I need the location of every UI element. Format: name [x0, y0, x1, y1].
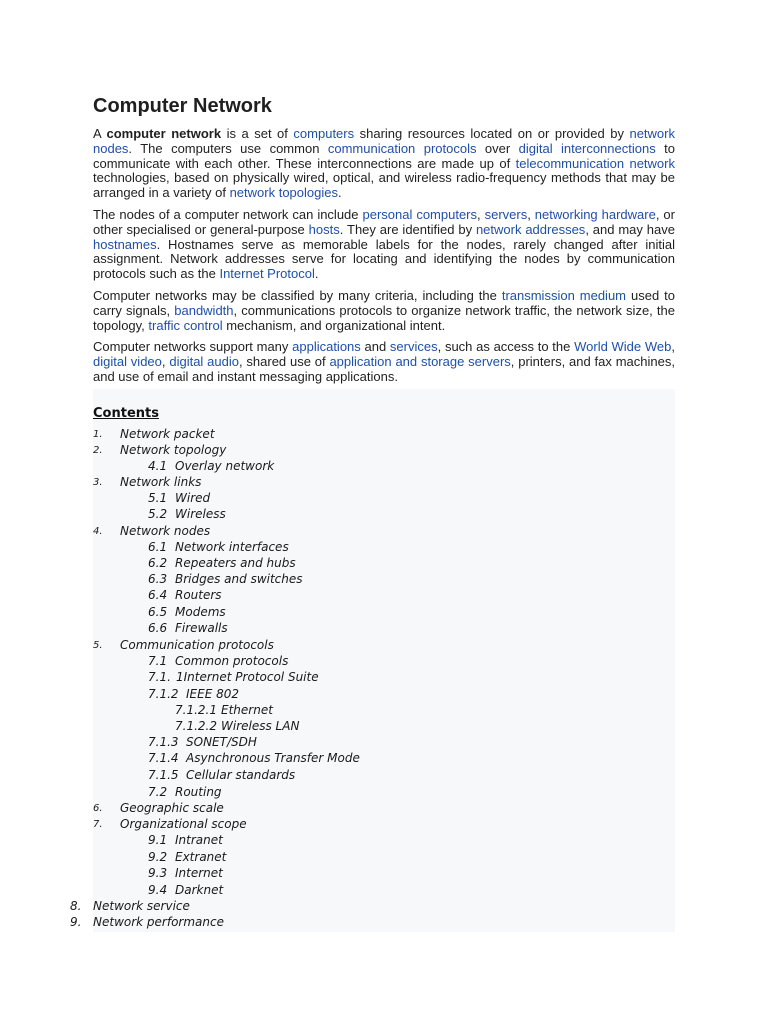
toc-item-label[interactable]: Ethernet [221, 703, 273, 717]
toc-item-label[interactable]: Network links [120, 475, 202, 489]
text: mechanism, and organizational intent. [222, 317, 446, 333]
text: , [477, 206, 485, 222]
toc-item-number: 7.1.4 [148, 751, 179, 765]
text: technologies, based on physically wired, optical, and wireless radio-frequency methods that may be arranged in a variety of [93, 170, 675, 201]
link-world-wide-web[interactable]: World Wide Web [574, 339, 672, 355]
link-telecommunication-network[interactable]: telecommunication network [515, 155, 675, 171]
text: Computer networks support many [93, 339, 293, 355]
toc-item-label[interactable]: Extranet [175, 850, 227, 864]
text: , printers, and fax machines, and use of email and instant messaging applications. [93, 354, 675, 384]
link-transmission-medium[interactable]: transmission medium [501, 287, 627, 303]
toc-item-label[interactable]: Geographic scale [120, 801, 224, 815]
link-internet-protocol[interactable]: Internet Protocol [219, 266, 315, 282]
toc-item-number: 7.2 [148, 785, 168, 799]
text: , or other specialised or general-purpose [93, 206, 675, 237]
toc-item-number: 7. [93, 819, 103, 830]
link-services[interactable]: services [389, 339, 438, 355]
link-network-addresses[interactable]: network addresses [475, 221, 586, 237]
link-communication-protocols[interactable]: communication protocols [327, 140, 477, 156]
toc-item-label[interactable]: Communication protocols [120, 638, 274, 652]
toc-item-label[interactable]: Network topology [120, 443, 227, 457]
link-application-storage-servers[interactable]: application and storage servers [329, 354, 511, 370]
toc-item-label[interactable]: Network interfaces [175, 540, 289, 554]
toc-item-number: 6. [93, 803, 103, 814]
toc-item-number: 8. [70, 899, 82, 913]
toc-item-number: 7.1.5 [148, 768, 179, 782]
toc-item-label[interactable]: Repeaters and hubs [175, 556, 296, 570]
toc-item-label[interactable]: Network nodes [120, 524, 211, 538]
link-computers[interactable]: computers [293, 126, 355, 141]
toc-item-number: 6.5 [148, 605, 168, 619]
link-personal-computers[interactable]: personal computers [362, 206, 478, 222]
toc-item-number: 7.1.2.1 [175, 703, 217, 717]
toc-item-label[interactable]: Organizational scope [120, 817, 247, 831]
bold-term: computer network [106, 126, 222, 141]
link-digital-audio[interactable]: digital audio [169, 354, 239, 370]
toc-item-number: 2. [93, 445, 103, 456]
toc-item-number: 3. [93, 477, 103, 488]
toc-item-label[interactable]: Modems [175, 605, 226, 619]
toc-item-number: 5.1 [148, 491, 168, 505]
link-bandwidth[interactable]: bandwidth [174, 302, 234, 318]
toc-item-label[interactable]: Darknet [175, 883, 224, 897]
page-title: Computer Network [93, 95, 272, 117]
toc-item-label[interactable]: Network performance [93, 915, 224, 929]
toc-item-label[interactable]: SONET/SDH [186, 735, 257, 749]
toc-item-label[interactable]: Firewalls [175, 621, 228, 635]
document-body [93, 94, 675, 392]
toc-item-number: 6.3 [148, 572, 168, 586]
toc-item-label[interactable]: Bridges and switches [175, 572, 303, 586]
link-network-nodes[interactable]: network nodes [93, 126, 675, 156]
paragraph-nodes [93, 208, 675, 282]
toc-item-label[interactable]: IEEE 802 [186, 687, 240, 701]
link-hosts[interactable]: hosts [308, 221, 340, 237]
text: . They are identified by [339, 221, 476, 237]
toc-item-label[interactable]: Internet [175, 866, 223, 880]
text: , shared use of [238, 354, 330, 370]
text: . The computers use common [128, 140, 328, 156]
text: , [527, 206, 535, 222]
toc-item-number: 9.2 [148, 850, 168, 864]
toc-item-label[interactable]: Common protocols [175, 654, 289, 668]
contents-title: Contents [93, 406, 159, 421]
text: over [476, 140, 519, 156]
link-applications[interactable]: applications [292, 339, 361, 355]
toc-item-number: 6.2 [148, 556, 168, 570]
link-networking-hardware[interactable]: networking hardware [534, 206, 656, 222]
paragraph-intro [93, 127, 675, 201]
text: sharing resources located on or provided by [354, 126, 630, 141]
toc-item-number: 6.1 [148, 540, 168, 554]
text: The nodes of a computer network can include [93, 206, 363, 222]
text: , such as access to the [437, 339, 575, 355]
text: used to carry signals, [93, 287, 675, 318]
toc-item-number: 6.4 [148, 588, 168, 602]
toc-item-number: 9. [70, 915, 82, 929]
link-digital-video[interactable]: digital video [93, 354, 162, 370]
toc-item-number: 5. [93, 640, 103, 651]
toc-item-label[interactable]: 1Internet Protocol Suite [176, 670, 319, 684]
toc-item-label[interactable]: Network packet [120, 427, 215, 441]
toc-item-number: 7.1.2.2 [175, 719, 217, 733]
toc-item-number: 6.6 [148, 621, 168, 635]
text: , and may have [585, 221, 675, 237]
toc-item-number: 9.4 [148, 883, 168, 897]
text: . [337, 185, 342, 201]
text: . Hostnames serve as memorable labels for the nodes, rarely changed after initial assignment. Network addresses serve for locating and identifying the nodes by communication protocols such as the [93, 236, 675, 282]
link-traffic-control[interactable]: traffic control [148, 317, 223, 333]
text: , [671, 339, 675, 355]
text: is a set of [221, 126, 294, 141]
toc-item-label[interactable]: Wireless LAN [221, 719, 300, 733]
toc-item-number: 5.2 [148, 507, 168, 521]
toc-item-number: 9.3 [148, 866, 168, 880]
toc-item-label[interactable]: Cellular standards [186, 768, 296, 782]
toc-item-label[interactable]: Wireless [175, 507, 226, 521]
text: to communicate with each other. These interconnections are made up of [93, 140, 675, 171]
text: , [161, 354, 170, 370]
text: , communications protocols to organize network traffic, the network size, the topology, [93, 302, 675, 333]
text: A [93, 126, 107, 141]
paragraph-applications [93, 340, 675, 384]
text: and [360, 339, 390, 355]
toc-item-number: 1. [93, 429, 103, 440]
toc-item-label[interactable]: Routing [175, 785, 222, 799]
toc-item-label[interactable]: Overlay network [175, 459, 275, 473]
link-hostnames[interactable]: hostnames [93, 236, 157, 252]
toc-item-label[interactable]: Intranet [175, 833, 223, 847]
toc-item-number: 4.1 [148, 459, 168, 473]
toc-item-label[interactable]: Asynchronous Transfer Mode [186, 751, 360, 765]
toc-item-number: 9.1 [148, 833, 168, 847]
link-servers[interactable]: servers [484, 206, 528, 222]
toc-item-number: 4. [93, 526, 103, 537]
toc-item-label[interactable]: Network service [93, 899, 190, 913]
link-digital-interconnections[interactable]: digital interconnections [518, 140, 656, 156]
text: . [314, 266, 319, 282]
toc-item-number: 7.1. [148, 670, 171, 684]
toc-item-label[interactable]: Wired [175, 491, 211, 505]
toc-item-label[interactable]: Routers [175, 588, 222, 602]
text: Computer networks may be classified by many criteria, including the [93, 287, 502, 303]
toc-item-number: 7.1.2 [148, 687, 179, 701]
link-network-topologies[interactable]: network topologies [229, 185, 338, 201]
toc-item-number: 7.1 [148, 654, 168, 668]
paragraph-classification [93, 289, 675, 333]
toc-item-number: 7.1.3 [148, 735, 179, 749]
